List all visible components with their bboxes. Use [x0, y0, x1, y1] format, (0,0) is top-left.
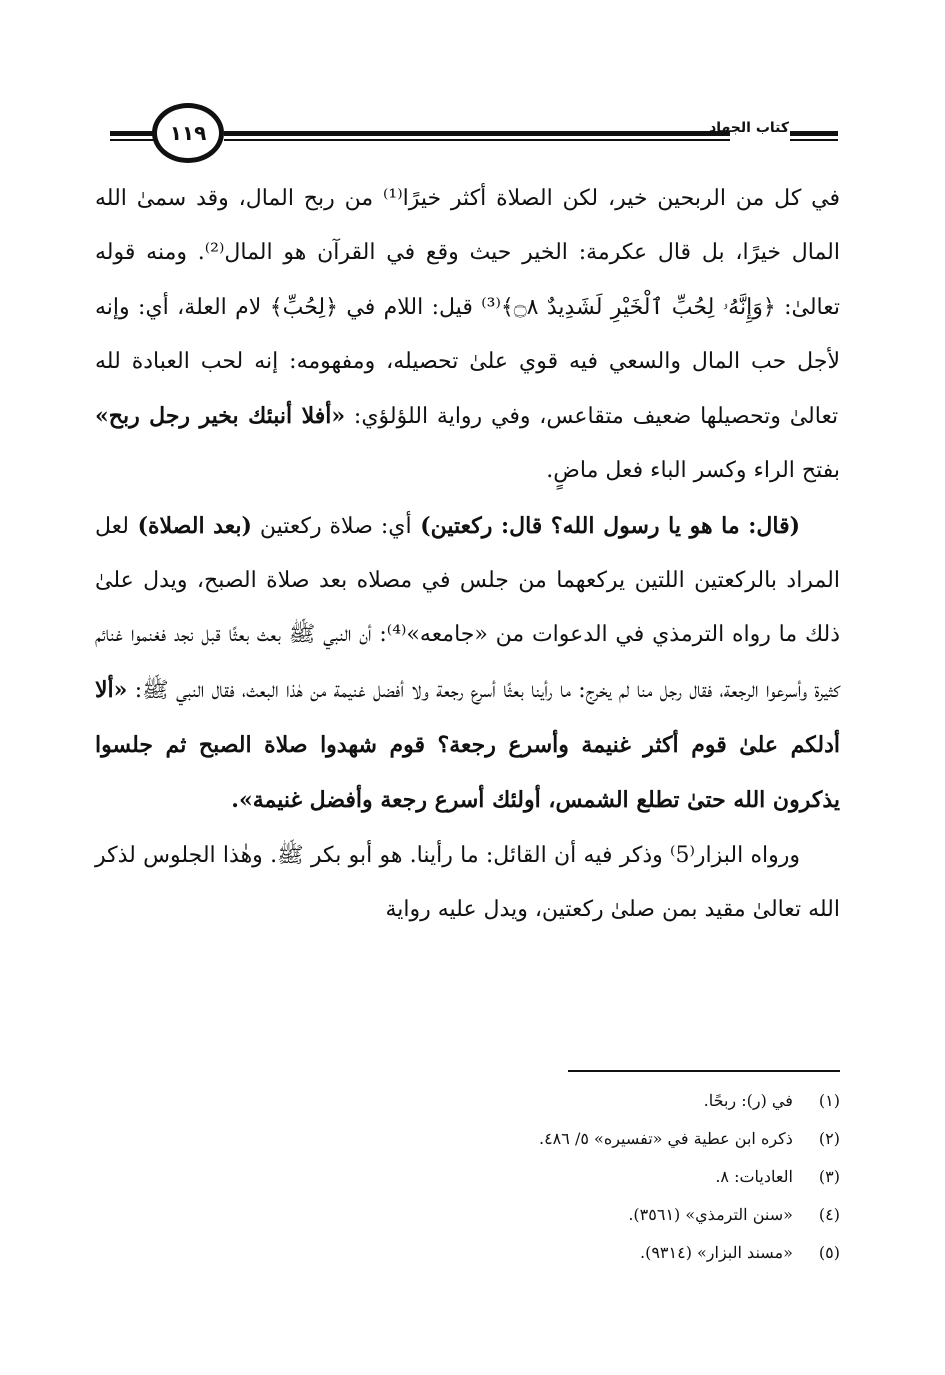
page-number: ١١٩ — [169, 121, 207, 145]
text-line: ضعيف متقاعس، وفي رواية اللؤلؤي: — [345, 404, 692, 430]
text-line: سمىٰ الله المال خيرًا، بل قال عكرمة: الخير حيث وقع في القرآن هو — [95, 186, 840, 266]
footnote — [300, 1234, 840, 1272]
footnote-text: ذكره ابن عطية في «تفسيره» ٥/ ٤٨٦. — [538, 1129, 793, 1148]
hadith-text: (قال: ما هو يا رسول الله؟ قال: ركعتين) — [411, 512, 801, 539]
footnote — [300, 1120, 840, 1158]
header-rule — [224, 131, 730, 136]
text-line: أي: صلاة ركعتين — [251, 513, 412, 539]
text-line: وأسرعوا الرجعة، فقال رجل منا لم يخرج: ما رأينا بعثًا أسرع رجعة — [428, 677, 808, 703]
header-rule — [790, 131, 838, 136]
footnote-number: (٥) — [818, 1243, 840, 1262]
text-line: قوي علىٰ تحصيله، ومفهومه: إنه لحب العبادة لله تعالىٰ وتحصيلها — [95, 348, 839, 430]
footnote-number: (٢) — [818, 1129, 840, 1148]
footnote-text: العاديات: ٨. — [715, 1167, 793, 1186]
footnote-number: (١) — [818, 1091, 840, 1110]
hadith-quote: «أفلا أنبئك بخير رجل ربح» — [95, 403, 346, 430]
text-line: بفتح الراء وكسر الباء فعل ماضٍ. — [546, 458, 840, 484]
paragraph — [95, 499, 840, 829]
footnote — [300, 1158, 840, 1196]
footnote-separator — [568, 1070, 840, 1072]
footnote-text: «سنن الترمذي» (٣٥٦١). — [628, 1205, 793, 1224]
text-line: «جامعه»⁽⁴⁾: أن النبي ﷺ بعث بعثًا قبل نجد فغنموا غنائم كثيرة — [95, 622, 840, 703]
footnote-text: «مسند البزار» (٩٣١٤). — [639, 1243, 793, 1262]
hadith-quote: «ألا أدلكم علىٰ قوم أكثر غنيمة وأسرع رجعة؟ قوم شهدوا صلاة الصبح ثم جلسوا يذكرون الله حتىٰ تطلع الشمس، أولئك أسرع رجعة وأفضل غنيمة». — [95, 676, 840, 814]
page-number-badge — [152, 103, 224, 163]
footnote — [300, 1196, 840, 1234]
text-line: ورواه البزار⁽5⁾ وذكر فيه أن القائل: ما رأينا. هو أبو بكر ﷺ. وهٰذا — [215, 842, 800, 868]
body-text — [95, 172, 840, 937]
header-rule — [790, 139, 838, 141]
text-line: المال⁽²⁾. ومنه قوله تعالىٰ: ﴿وَإِنَّهُۥ لِحُبِّ ٱلْخَيْرِ لَشَدِيدٌ ۝٨﴾⁽³⁾ قيل: — [95, 240, 840, 320]
text-line: اللام في ﴿لِحُبِّ﴾ لام العلة، أي: وإنه لأجل حب المال والسعي فيه — [95, 294, 840, 374]
text-line: صلاة الصبح، ويدل علىٰ ذلك ما رواه الترمذي في الدعوات من — [95, 568, 840, 648]
running-head: كتاب الجهاد — [709, 120, 789, 136]
footnote — [300, 1082, 840, 1120]
footnote-text: في (ر): ربحًا. — [703, 1091, 793, 1110]
text-line: في كل من الربحين خير، لكن الصلاة أكثر خيرًا⁽¹⁾ من ربح المال، وقد — [186, 186, 840, 211]
paragraph — [95, 829, 840, 938]
paragraph — [95, 172, 840, 499]
footnote-number: (٤) — [818, 1205, 840, 1224]
footnotes — [300, 1082, 840, 1272]
hadith-text: (بعد الصلاة) — [128, 512, 252, 539]
footnote-number: (٣) — [818, 1167, 840, 1186]
header-rule — [224, 139, 730, 141]
text-line: لعل المراد بالركعتين اللتين يركعهما من جلس في مصلاه بعد — [95, 513, 840, 594]
text-line: ولا أفضل غنيمة من هٰذا البعث، فقال النبي ﷺ: — [127, 677, 429, 703]
text-line: الجلوس لذكر الله تعالىٰ مقيد بمن صلىٰ ركعتين، ويدل عليه رواية — [95, 842, 840, 922]
